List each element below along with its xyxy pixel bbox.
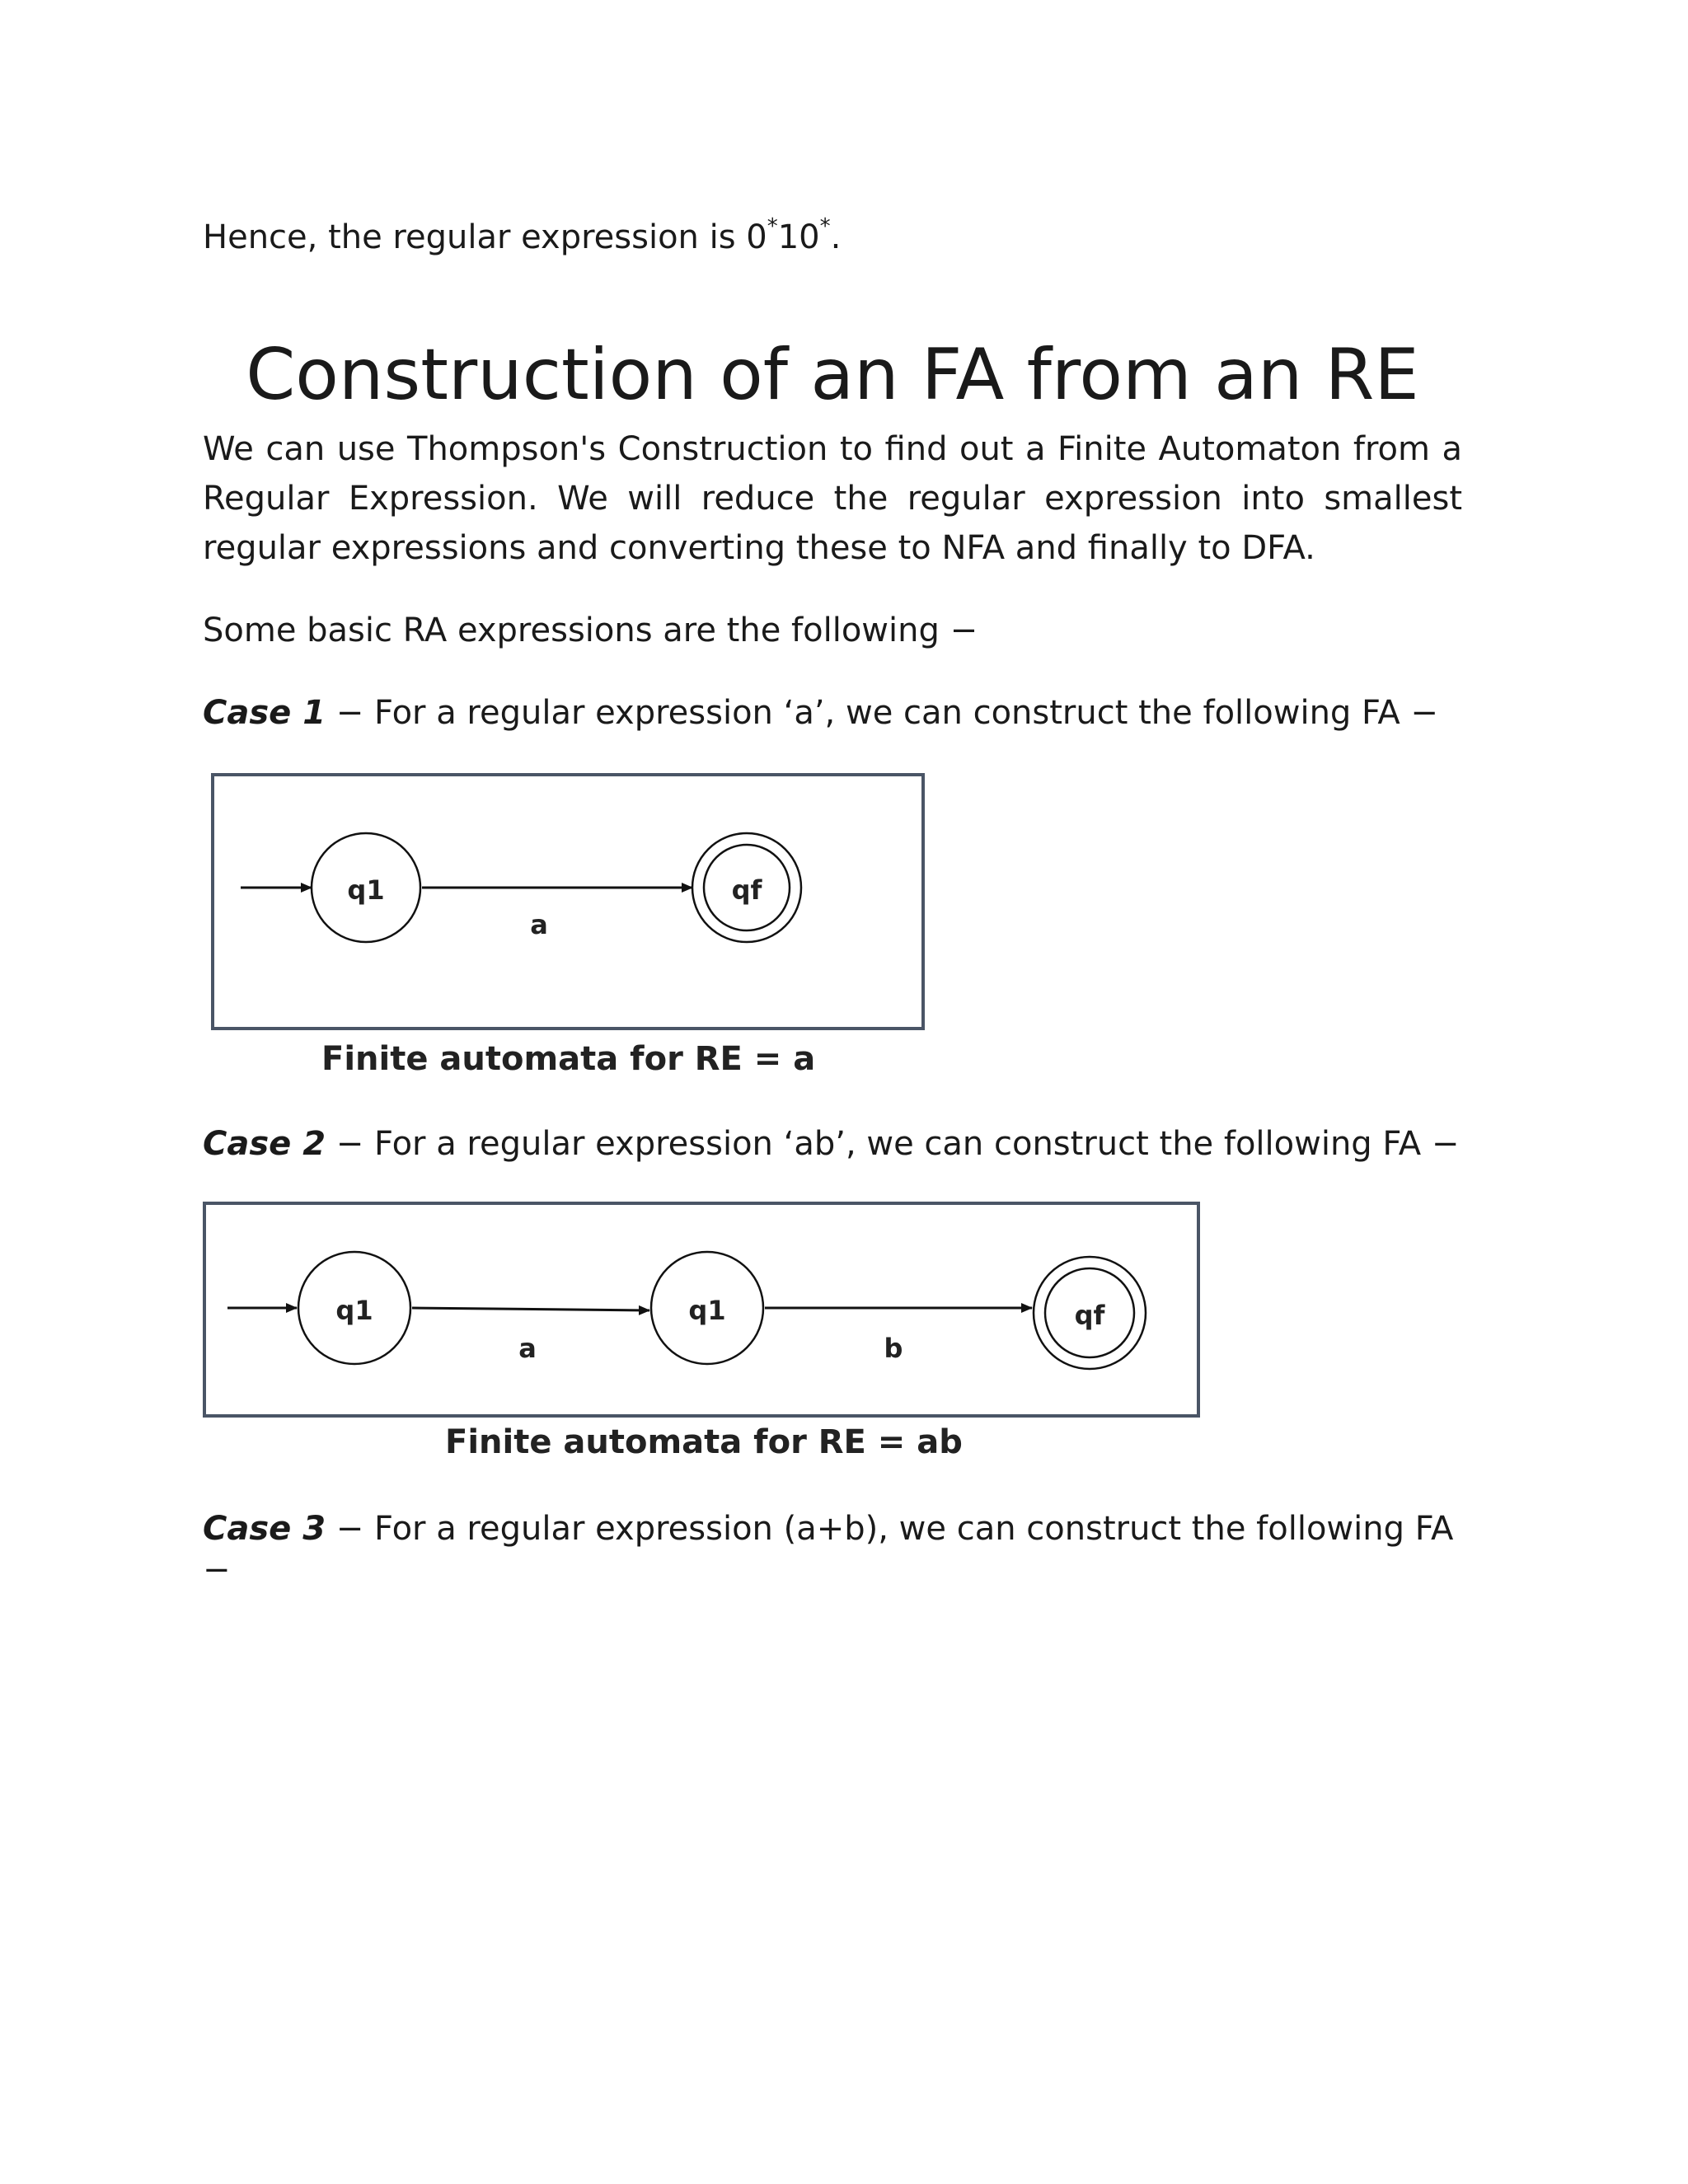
fa-diagram-case-2 [196,1199,1203,1430]
case-2-label: Case 2 [203,1125,326,1163]
transition-label-a: a [518,1333,537,1364]
fa-figure-case-1 [203,771,928,1034]
fa-diagram-case-1 [203,771,928,1034]
transition-label-a: a [530,909,548,940]
case-3-label: Case 3 [203,1510,326,1548]
case-3-continuation: − [203,1551,231,1589]
diagram-frame [213,775,923,1029]
case-3-line: Case 3 − For a regular expression (a+b), we can construct the following FA [203,1510,1454,1548]
state-qf-label: qf [1074,1300,1105,1331]
case-1-label: Case 1 [203,694,326,732]
state-q1-label: q1 [347,874,385,906]
state-q1-second-label: q1 [688,1295,726,1326]
fa-figure-case-2 [196,1199,1203,1430]
figure-caption-case-2: Finite automata for RE = ab [445,1423,963,1461]
case-2-line: Case 2 − For a regular expression ‘ab’, we can construct the following FA − [203,1125,1460,1163]
state-q1-first-label: q1 [335,1295,373,1326]
section-heading: Construction of an FA from an RE [246,334,1419,416]
intro-line: Hence, the regular expression is 0*10*. [203,214,842,256]
case-1-line: Case 1 − For a regular expression ‘a’, we can construct the following FA − [203,694,1438,732]
state-qf-label: qf [731,874,762,906]
figure-caption-case-1: Finite automata for RE = a [321,1040,816,1078]
intro-paragraph: We can use Thompson's Construction to find out a Finite Automaton from a Regular Expression. We will reduce the regular expression into smallest regular expressions and converting these to NFA and finally to DFA. [203,430,1462,567]
basic-expressions-line: Some basic RA expressions are the following − [203,612,978,649]
transition-label-b: b [884,1333,903,1364]
